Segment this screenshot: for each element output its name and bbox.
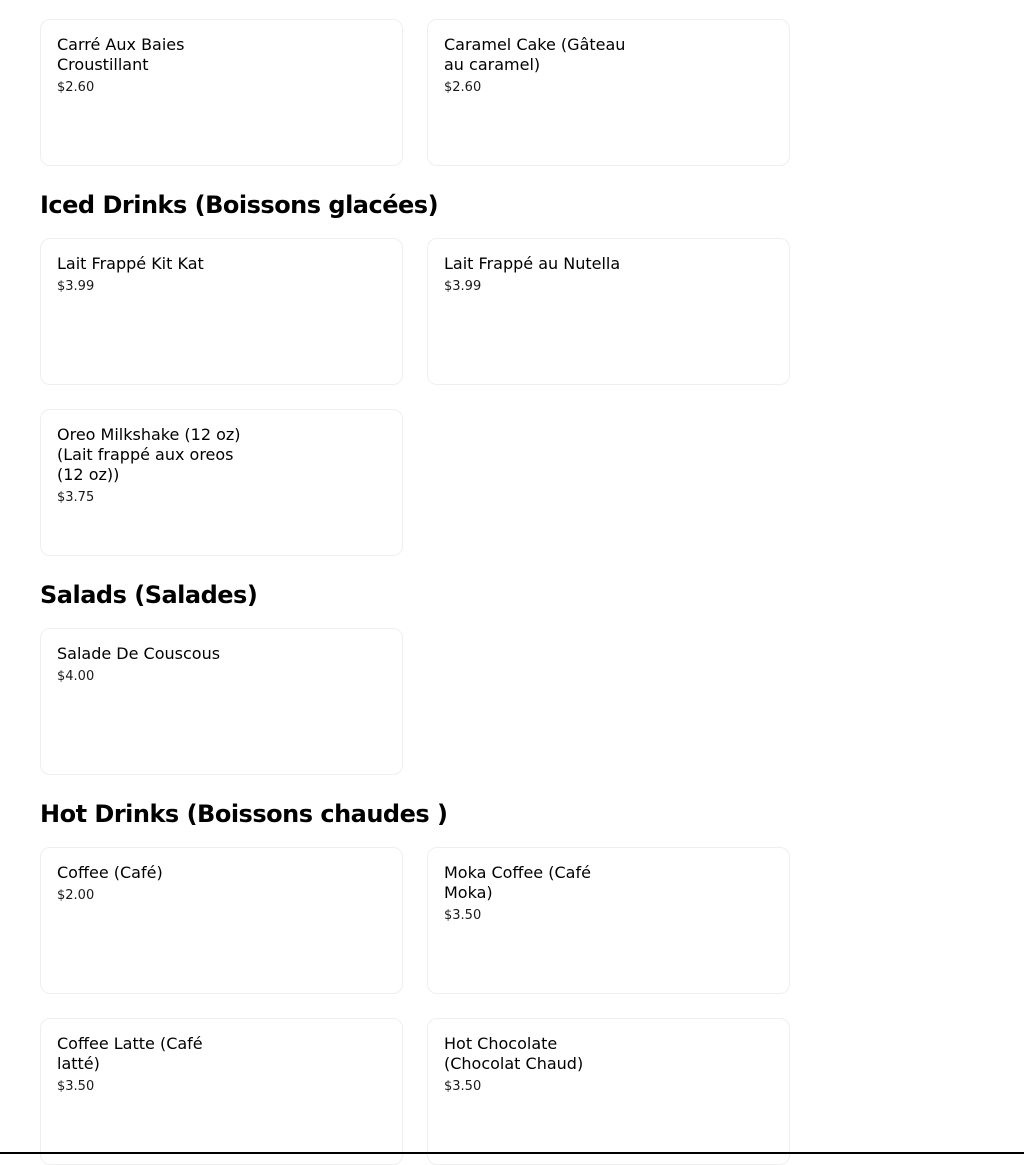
menu-item-name: Lait Frappé au Nutella $3.99 [444,254,629,295]
menu-item-card[interactable] [40,847,403,994]
menu-item-card[interactable] [427,847,790,994]
menu-item-name: Coffee (Café) $2.00 [57,863,242,904]
menu-item-card[interactable] [427,19,790,166]
menu-item-price: $4.00 [57,669,95,684]
menu-item-price: $3.75 [57,490,95,505]
menu-item-name: Caramel Cake (Gâteau au caramel) $2.60 [444,35,629,96]
menu-item-price: $3.50 [444,908,482,923]
menu-item-price: $2.60 [444,80,482,95]
menu-item-name: Salade De Couscous $4.00 [57,644,242,685]
menu-item-price: $3.50 [57,1079,95,1094]
menu-item-name: Lait Frappé Kit Kat $3.99 [57,254,242,295]
menu-item-price: $3.99 [444,279,482,294]
menu-item-price: $2.00 [57,888,95,903]
menu-item-card[interactable] [40,628,403,775]
menu-item-price: $3.99 [57,279,95,294]
menu-item-name: Carré Aux Baies Croustillant $2.60 [57,35,242,96]
menu-item-name: Coffee Latte (Café latté) $3.50 [57,1034,242,1095]
menu-item-card[interactable] [40,409,403,556]
section-title-iced-drinks: Iced Drinks (Boissons glacées) [40,191,439,219]
menu-item-name: Moka Coffee (Café Moka) $3.50 [444,863,629,924]
menu-item-card[interactable] [40,1018,403,1165]
menu-item-card[interactable] [427,238,790,385]
menu-item-card[interactable] [40,238,403,385]
menu-item-price: $3.50 [444,1079,482,1094]
menu-item-price: $2.60 [57,80,95,95]
menu-item-card[interactable] [427,1018,790,1165]
menu-item-name: Hot Chocolate (Chocolat Chaud) $3.50 [444,1034,629,1095]
section-title-salads: Salads (Salades) [40,581,258,609]
menu-item-card[interactable] [40,19,403,166]
menu-item-name: Oreo Milkshake (12 oz) (Lait frappé aux oreos (12 oz)) $3.75 [57,425,241,505]
section-title-hot-drinks: Hot Drinks (Boissons chaudes ) [40,800,448,828]
